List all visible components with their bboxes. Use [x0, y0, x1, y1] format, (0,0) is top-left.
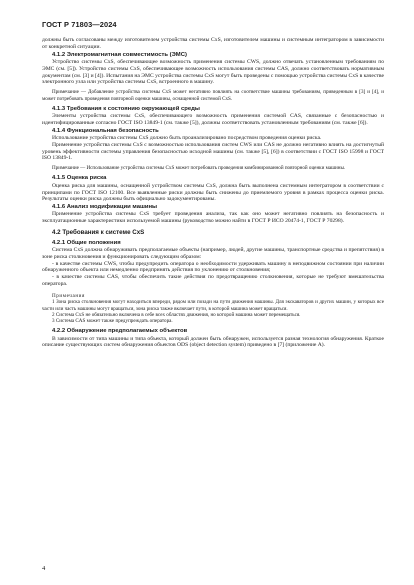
paragraph: Оценка риска для машины, оснащенной устройством системы CxS, должна быть выполнена системным интегратором в соответствии с принципами по ГОСТ ISO 12100. Все выявленные риски должны быть снижены до приемлемого уровня в рамках процесса оценки риска. Результаты оценки риска должны быть официально задокументированы. — [42, 182, 384, 203]
paragraph: Система CxS должна обнаруживать предполагаемые объекты (например, людей, другие машины, транспортные средства и препятствия) в зоне риска столкновения и функционировать следующим образом: — [42, 246, 384, 260]
note: 2 Система CxS не обязательно включена в себе всех областях движения, но которой машина может перемещаться. — [52, 311, 301, 318]
paragraph: должны быть согласованы между изготовителем устройства системы CxS, изготовителем машины и системным интегратором в зависимости от конкретной ситуации. — [42, 37, 384, 50]
spacer — [42, 288, 384, 292]
paragraph: Элементы устройства системы CxS, обеспечивающего возможность применения системой CAS, связанные с безопасностью и идентифицированные согласно ГОСТ ISO 13849-1 (см. также [5]), должны соответствовать установленным требованиям (см. также [6]). — [42, 112, 384, 126]
spacer — [42, 324, 384, 327]
section-heading: 4.1.3 Требования к состоянию окружающей среды — [52, 105, 200, 112]
spacer — [42, 102, 384, 105]
paragraph: - в качестве системы CWS, чтобы предупредить оператора о необходимости удерживать машину в неподвижном состоянии при наличии обнаруженного объекта или немедленно предпринять действия по уклонению от столкновения; — [42, 260, 384, 274]
section-heading: 4.1.4 Функциональная безопасность — [52, 127, 159, 134]
paragraph: В зависимости от типа машины и типа объекта, который должен быть обнаружен, используется разная технология обнаружения. Краткое описание существующих систем обнаружения объектов ODS (object detection system) приведено в [7] (приложение А). — [42, 335, 384, 349]
page-number: 4 — [42, 565, 46, 572]
paragraph: Применение устройства системы CxS с возможностью использования систем CWS или CAS не должно негативно влиять на достигнутый уровень эффективности системы управления безопасностью исходной машины (см. также [5], [6]) в соответствии с ГОСТ ISO 15998 и ГОСТ ISO 13849-1. — [42, 141, 384, 162]
section-heading: 4.2.1 Общие положения — [52, 239, 121, 246]
paragraph: Применение устройства системы CxS требует проведения анализа, так как оно может негативно повлиять на безопасность и эксплуатационные характеристики используемой машины (руководство можно найти в ГОСТ Р ИСО 20474-1, ГОСТ Р 70298). — [42, 211, 384, 225]
notes-label: Примечания — [52, 292, 85, 299]
section-heading: 4.1.5 Оценка риска — [52, 175, 107, 182]
note: 3 Система CAS может также предупреждать оператора. — [52, 318, 173, 325]
paragraph: Устройство системы CxS, обеспечивающее возможность применения системы CWS, должно отвечать установленным требованиям по ЭМС (см. [5]). Устройство системы CxS, обеспечивающее возможность использования системы CAS, должно соответствовать нормативным документам (см. [3] и [4]). Испытания на ЭМС устройства системы CxS могут быть проведены с помощью устройства системы CxS в качестве электронного узла или устройства системы CxS, встроенного в машину. — [42, 58, 384, 86]
note: Примечание — Использование устройства системы CxS может потребовать проведения комбинированной повторной оценки машины. — [52, 165, 346, 172]
paragraph: Использование устройства системы CxS должно быть проанализировано посредством проведения оценки риска. — [52, 134, 322, 141]
section-heading: 4.1.6 Анализ модификации машины — [52, 204, 158, 211]
note: 1 Зона риска столкновения могут находиться впереди, рядом или позади на пути движения машины. Для экскаваторов и других машин, у которых все части или часть машины могут вращаться, зона риска также включает пути, в которой машина может вращаться. — [42, 299, 384, 312]
spacer — [42, 171, 384, 174]
document-body — [42, 37, 384, 349]
section-heading: 4.2.2 Обнаружение предполагаемых объектов — [52, 328, 188, 335]
note: Примечание — Добавление устройства системы CxS может негативно повлиять на соответствие машины требованиям, приведенным в [3] и [4], и может потребовать проведения повторной оценки машины, оснащенной системой CxS. — [42, 89, 384, 102]
paragraph: - в качестве системы CAS, чтобы обеспечить такие действия по предотвращению столкновения, которые не требуют вмешательства оператора. — [42, 274, 384, 288]
section-heading-major: 4.2 Требования к системе CxS — [52, 229, 145, 237]
section-heading: 4.1.2 Электромагнитная совместимость (ЭМС) — [52, 51, 187, 58]
page-header: ГОСТ Р 71803—2024 — [42, 20, 117, 29]
